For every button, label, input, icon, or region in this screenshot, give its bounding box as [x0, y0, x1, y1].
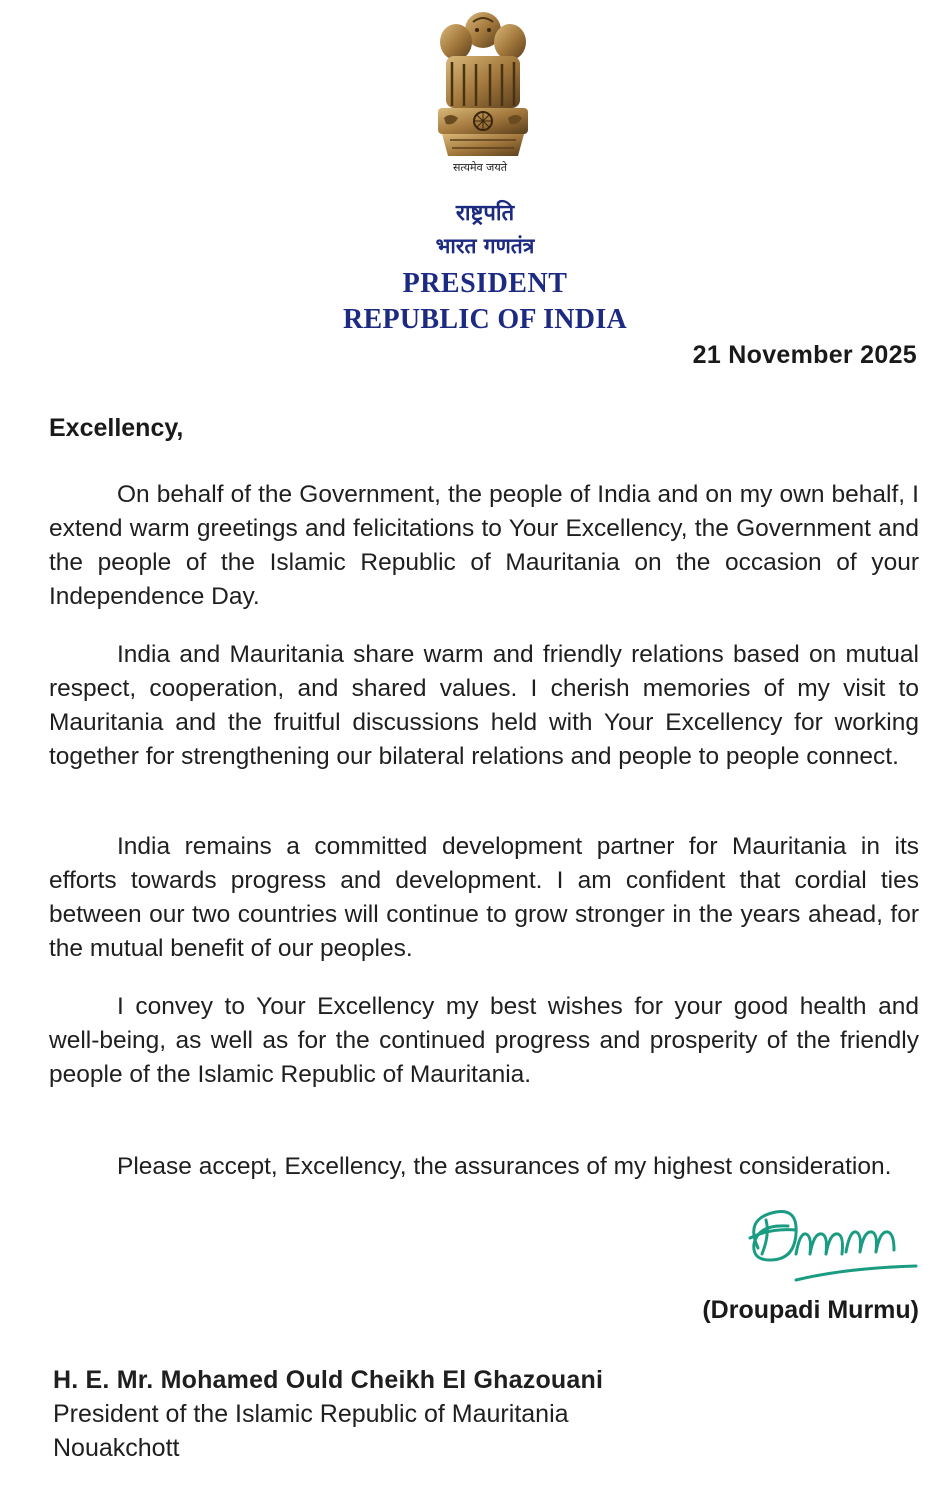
paragraph-1: On behalf of the Government, the people of India and on my own behalf, I extend warm greetings and felicitations to Your Excellency, the Government and the people of the Islamic Republic of Mauritania on the occasion of your Independence Day.: [49, 481, 919, 610]
signatory-name: (Droupadi Murmu): [702, 1296, 919, 1324]
letterhead-hindi-title: राष्ट्रपति: [455, 201, 515, 226]
paragraph-2: India and Mauritania share warm and friendly relations based on mutual respect, cooperation, and shared values. I cherish memories of my visit to Mauritania and the fruitful discussions held with Your Excellency for working together for strengthening our bilateral relations and people to people connect.: [49, 641, 919, 770]
letterhead-title: PRESIDENT: [402, 268, 568, 299]
addressee-city: Nouakchott: [53, 1434, 180, 1462]
emblem-motto: सत्यमेव जयते: [452, 161, 507, 174]
letter-date: 21 November 2025: [692, 341, 917, 369]
paragraph-3: India remains a committed development partner for Mauritania in its efforts towards progress and development. I am confident that cordial ties between our two countries will continue to grow stronger in the years ahead, for the mutual benefit of our peoples.: [49, 833, 919, 962]
handwritten-signature: [738, 1198, 923, 1288]
paragraph-4: I convey to Your Excellency my best wishes for your good health and well-being, as well as for the continued progress and prosperity of the friendly people of the Islamic Republic of Mauritania.: [49, 993, 919, 1088]
salutation: Excellency,: [49, 414, 184, 442]
letterhead-subtitle: REPUBLIC OF INDIA: [342, 304, 628, 335]
paragraph-5: Please accept, Excellency, the assurances of my highest consideration.: [117, 1153, 892, 1180]
addressee-name: H. E. Mr. Mohamed Ould Cheikh El Ghazouani: [53, 1366, 604, 1394]
letterhead-hindi-subtitle: भारत गणतंत्र: [435, 234, 535, 258]
national-emblem-icon: [428, 8, 538, 178]
addressee-title: President of the Islamic Republic of Mauritania: [53, 1400, 569, 1428]
